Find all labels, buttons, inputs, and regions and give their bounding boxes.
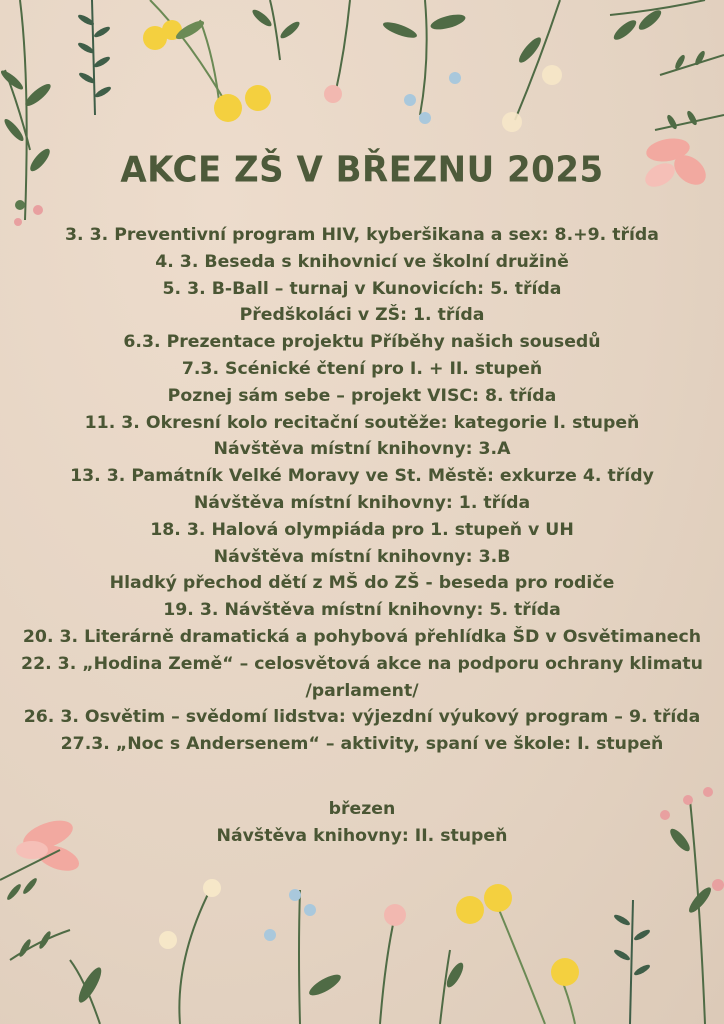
fern-top-left	[0, 0, 53, 226]
fern-top-right	[610, 0, 724, 130]
list-item: 18. 3. Halová olympiáda pro 1. stupeň v UH	[150, 519, 574, 540]
list-item: 5. 3. B-Ball – turnaj v Kunovicích: 5. třída	[162, 278, 562, 299]
footer-note	[0, 796, 724, 850]
list-item: 20. 3. Literárně dramatická a pohybová přehlídka ŠD v Osvětimanech	[22, 626, 702, 647]
footer-library-visit: Návštěva knihovny: II. stupeň	[216, 825, 508, 846]
list-item: 11. 3. Okresní kolo recitační soutěže: kategorie I. stupeň	[84, 412, 640, 433]
fern-top-small	[77, 0, 113, 115]
yellow-flowers-bottom	[456, 884, 579, 1024]
list-item: Předškoláci v ZŠ: 1. třída	[239, 305, 485, 326]
list-item: Návštěva místní knihovny: 3.A	[213, 439, 511, 460]
event-list	[0, 222, 724, 758]
list-item: Poznej sám sebe – projekt VISC: 8. třída	[167, 385, 557, 406]
list-item: Návštěva místní knihovny: 3.B	[213, 546, 511, 567]
list-item: 7.3. Scénické čtení pro I. + II. stupeň	[181, 358, 543, 379]
list-item: 13. 3. Památník Velké Moravy ve St. Městě: exkurze 4. třídy	[70, 466, 654, 487]
list-item: 26. 3. Osvětim – svědomí lidstva: výjezdní výukový program – 9. třída	[23, 707, 701, 728]
sprigs-bottom	[10, 879, 466, 1024]
sprigs-top-center	[250, 0, 562, 132]
list-item: 3. 3. Preventivní program HIV, kyberšikana a sex: 8.+9. třída	[65, 225, 659, 245]
list-item: 6.3. Prezentace projektu Příběhy našich sousedů	[123, 332, 601, 353]
list-item: /parlament/	[305, 680, 419, 701]
list-item: 4. 3. Beseda s knihovnicí ve školní družině	[155, 251, 569, 272]
list-item: 19. 3. Návštěva místní knihovny: 5. třída	[163, 600, 561, 621]
list-item: 22. 3. „Hodina Země“ – celosvětová akce na podporu ochrany klimatu	[21, 653, 703, 674]
footer-month: březen	[328, 799, 396, 819]
list-item: Návštěva místní knihovny: 1. třída	[193, 492, 531, 513]
yellow-flowers-top	[143, 0, 271, 122]
page-title: AKCE ZŠ V BŘEZNU 2025	[120, 149, 604, 191]
list-item: 27.3. „Noc s Andersenem“ – aktivity, spaní ve škole: I. stupeň	[60, 734, 664, 755]
list-item: Hladký přechod dětí z MŠ do ZŠ - beseda pro rodiče	[109, 573, 615, 594]
